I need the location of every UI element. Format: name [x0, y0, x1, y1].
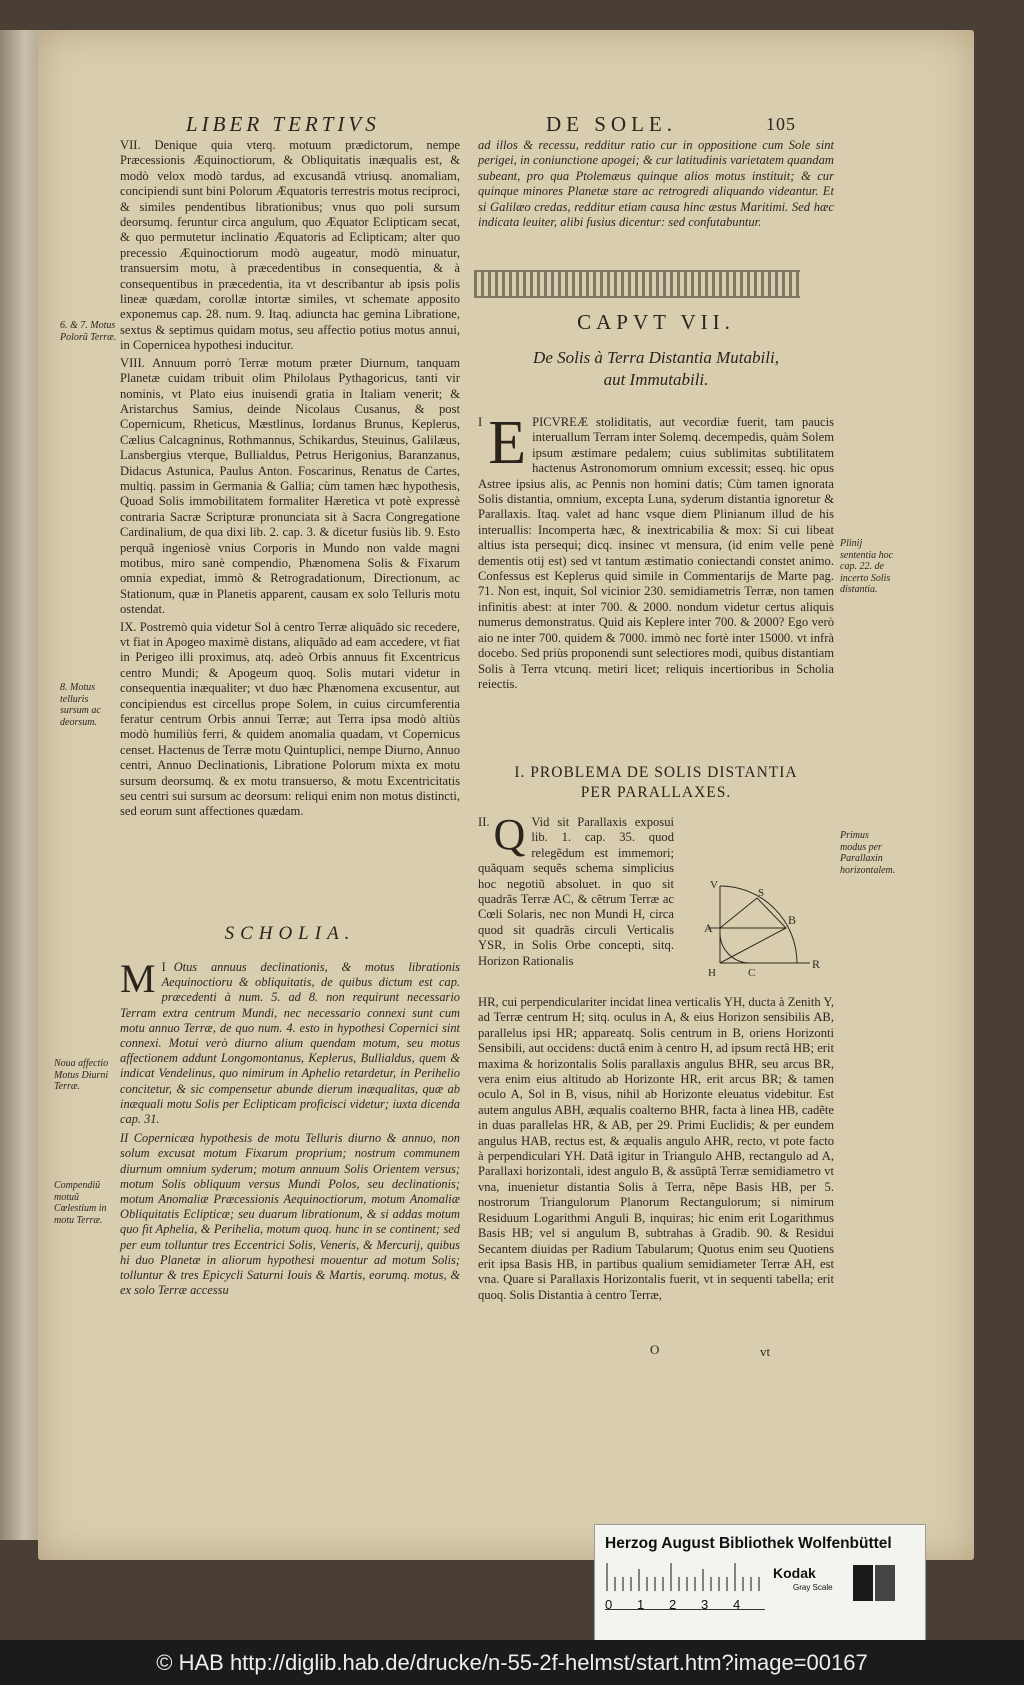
left-column-top	[120, 138, 460, 820]
right-column-chapter-text	[478, 409, 834, 692]
problem-title-1: I. PROBLEMA DE SOLIS DISTANTIA	[514, 764, 798, 781]
ruler-number-2: 2	[669, 1597, 677, 1612]
diagram-label-b: B	[788, 913, 797, 927]
right-column-intro: ad illos & recessu, redditur ratio cur in oppositione cum Sole sint perigei, in coniunctione apogei; & cur latitudinis varietatem quandam subeant, pro qua Ptolemæus quinque alios motus instituit; & cur quinque minores Planetæ stare ac retrogredi aliquando videantur. Et si Galilæo credas, redditur etiam causa hinc æstus Maritimi. Sed hæc indicata leuiter, alibi fusius dicentur: sed confutabuntur.	[478, 138, 834, 230]
page-number: 105	[766, 114, 796, 134]
diagram-label-r: R	[812, 957, 821, 971]
margin-note-right-2: Primus modus per Parallaxin horizontalem.	[840, 830, 896, 876]
left-column-scholia	[120, 956, 460, 1298]
problem-title-2: PER PARALLAXES.	[580, 784, 732, 801]
ornament-band	[474, 270, 800, 298]
ruler-number-1: 1	[637, 1597, 645, 1612]
scholia-1	[120, 956, 460, 1127]
diagram-label-h: H	[708, 967, 716, 978]
problem-text-narrow	[478, 810, 674, 969]
chapter-subtitle-2: aut Immutabili.	[603, 370, 709, 389]
parallax-diagram	[700, 878, 830, 978]
diagram-label-s: S	[758, 887, 765, 899]
margin-note-left-1: 6. & 7. Motus Polorũ Terræ.	[60, 320, 117, 343]
diagram-triangle-lines	[720, 898, 786, 963]
diagram-label-a: A	[704, 921, 713, 935]
ruler-number-0: 0	[605, 1597, 613, 1612]
gray-scale-label: Gray Scale	[793, 1583, 833, 1592]
paragraph-9: IX. Postremò quia videtur Sol à centro Terræ aliquãdo sic recedere, vt fiat in Apogeo maximè distans, aliquãdo ad eam accedere, vt fiat in Perigeo illi proximus, atq. adeò Orbis annuus fit Excentricus centro Mundi; & Apogeum quoq. Solis mutari videtur in consequentia inæqualiter; vt duo hæc Phænomena excusentur, aut concipiendus est circellus prope Solem, in cuius circumferentia feratur centrum Orbis annui Terræ; aut Terra ipsa modò altiùs modò humiliùs ferri, & quidem anomalia quadam, vt Copernicus censet. Hactenus de Terræ motu Quintuplici, nempe Diurno, Annuo centri, Annuo Declinationis, Libratione Polorum mixta ex motu sursum deorsumq. & ex motu transuerso, & motu Excentricitatis seu centri sui sursum ac deorsum: reliqui enim non motus distincti, sed eorum sunt affectiones quædam.	[120, 619, 460, 819]
problem-paragraph-2a	[478, 810, 674, 969]
scale-ruler	[605, 1563, 765, 1610]
book-binding-edge	[0, 30, 40, 1540]
diagram-earth-arc	[720, 933, 750, 963]
running-header-left: LIBER TERTIVS	[186, 112, 380, 136]
library-name: Herzog August Bibliothek Wolfenbüttel	[605, 1535, 892, 1552]
ruler-ticks	[605, 1563, 765, 1593]
scholia-1-initial: M	[120, 956, 156, 1001]
margin-note-left-2: 8. Motus telluris sursum ac deorsum.	[60, 682, 101, 728]
margin-note-right-1: Plinij sententia hoc cap. 22. de incerto Solis distantia.	[840, 538, 894, 595]
ruler-number-3: 3	[701, 1597, 709, 1612]
chapter-title: CAPVT VII.	[577, 310, 735, 334]
library-label-card	[594, 1524, 926, 1646]
footer-credit: © HAB http://diglib.hab.de/drucke/n-55-2f-helmst/start.htm?image=00167	[0, 1640, 1024, 1685]
margin-note-left-4: Compendiũ motuũ Cœlestium in motu Terræ.	[54, 1180, 107, 1226]
problem-initial-letter: Q	[493, 810, 526, 859]
scholia-title: SCHOLIA.	[224, 923, 356, 944]
scholia-1-text: Otus annuus declinationis, & motus librationis Aequinoctioru & obliquitatis, de quibus dictum est cap. præcedenti à num. 5. ad 8. non requirunt necessario Terram extra centrum Mundi, nec necessario connexi sunt cum motu annuo Terræ, de quo num. 4. esto in hypothesi Copernici sint connexi. Motui verò diurno alium quendam motum, seu motus affectionem addunt Longomontanus, Keplerus, Bullialdus, quem & indicat Vendelinus, quo nimirum in Aphelio retardetur, in Perihelio concitetur, & sic compensetur abunde dierum inæqualitas, quæ ab inæquali motu Solis per Eclipticam proficisci videtur; iuxta dicenda cap. 31.	[120, 960, 460, 1127]
drop-cap-letter: E	[488, 409, 527, 477]
chapter-paragraph-1-text: PICVREÆ stoliditatis, aut vecordiæ fuerit, tam paucis interuallum Terram inter Solemq. decempedis, quàm Solem ipsum æstimare pedalem; cuius sublimitas subtilitatem hactenus Astronomorum omnium excessit; esseq. hic opus Astree ipsius alis, ac Pennis non homini datis; Cùm tamen ignorata Solis distantia, omnium, excepta Luna, syderum distantia ignoretur & Parallaxis. Itaq. valet ad hanc vsque diem Plinianum illud de his interuallis: Incomperta hæc, & inextricabilia & mox: Si cui libeat altius ista persequi; dicq. insinec vt mensura, (id enim velle penè dementis otij est) sed vt tantum æstimatio coniectandi constet animo. Confessus est Keplerus quid simile in Commentarijs de Marte pag. 71. Non est, inquit, Sol vicinior 230. semidiametris Terræ, non tamen infinitis abest: at inter 700. & 2000. nondum videtur certus aliquis numerus demonstratus. Quid ais Keplere inter 700. & 2000? Ego verò aio ne inter 700. quidem & 7000. immò nec fortè inter 15000. vt infrà docebo. Sed priùs proponendi sunt selectiores modi, quibus distantiam Solis à Terra vtcunq. metiri licet; reliquis incertioribus in Scholia reiectis.	[478, 415, 834, 691]
diagram-label-v: V	[710, 879, 718, 891]
catchword: vt	[760, 1344, 771, 1359]
diagram-label-c: C	[748, 967, 756, 978]
chapter-paragraph-number: I	[478, 415, 483, 429]
gray-swatch-dark	[853, 1565, 873, 1601]
margin-note-left-3: Noua affectio Motus Diurni Terræ.	[54, 1058, 109, 1092]
chapter-subtitle-1: De Solis à Terra Distantia Mutabili,	[533, 348, 779, 367]
problem-paragraph-number: II.	[478, 815, 490, 829]
problem-paragraph-2a-text: Vid sit Parallaxis exposui lib. 1. cap. 35. quod relegẽdum est immemori; quãquam sequẽs schema simplicius hoc negotiũ absoluet. in quo sit quadrãs Terræ AC, & cẽtrum Terræ ac Cœli Solaris, nec non Mundi H, circa quod sit quadrãs circuli Verticalis YSR, in Solis Orbe concepti, sitq. Horizon Rationalis	[478, 815, 674, 968]
paragraph-7: VII. Denique quia vterq. motuum prædictorum, nempe Præcessionis Æquinoctiorum, & Obliquitatis inæqualis est, & modò velox modò tardus, ad excusandã vtriusq. anomaliam, concipiendi sunt bini Polorum Æquatoris terrestris motus reciproci, & similes pendentibus librationibus; vnus quo poli sursum deorsumq. feruntur circa angulum, quo Æquator Eclipticam secat, & quo permutetur inclinatio Æquatoris ad Eclipticam; alter quo precessio Æquinoctiorum modò augeatur, modò minuatur, transuersim motu, à præcedentibus in consequentia, & à consequentibus in præcedentia, ita vt describantur ab ipsis polis lineæ quædam, corollæ intortæ similes, vt schemate apposito exponemus cap. 28. num. 9. Itaq. adiuncta hac gemina Libratione, sextus & septimus quidam motus, seu affectio potius motus annui, in Copernicea hypothesi inducitur.	[120, 138, 460, 353]
scholia-2: II Copernicæa hypothesis de motu Telluris diurno & annuo, non solum excusat motum Fixarum proprium; nostrum communem diurnum omnium syderum; motum annuum Solis Orientem versus; motum Solis obliquum versus Mundi Polos, seu declinationis; motum Anomaliæ Præcessionis Aequinoctiorum, motum Anomaliæ Obliquitatis Eclipticæ; seu duarum librationum, & si addas motum quo fit Aphelia, & Perihelia, motum quoq. hunc in se continent; sed per eum tolluntur tres Eccentrici Solis, Veneris, & Mercurij, quibus hi duo Planetæ in aliorum hypothesi mouentur ad motum Solis; tolluntur & tres Epicycli Saturni Iouis & Martis, eorumq. motus, & ex solo Terræ accessu	[120, 1131, 460, 1298]
running-header-right: DE SOLE.	[546, 112, 677, 136]
paragraph-8: VIII. Annuum porrò Terræ motum præter Diurnum, tanquam Planetæ cuidam tribuit olim Philolaus Pythagoricus, tanti vir nominis, vt Plato eius inuisendi gratia in Italiam venerit; & Aristarchus Samius, deinde Nicolaus Cusanus, & post Copernicum, Rheticus, Mæstlinus, Iordanus Brunus, Keplerus, Cælius Calcagninus, Rothmannus, Schikardus, Steuinus, Galilæus, Lansbergius vterque, Bullialdus, Petrus Herigonius, Baranzanus, Didacus Astunica, Paulus Anton. Foscarinus, Renatus de Cartes, multiq. passim in Germania & Gallia; cùm tamen hæc hypothesis, Quoad Solis immobilitatem formaliter Hæretica vt potè expressè contraria Sacræ Scripturæ pronunciata sit à Sacra Congregatione Cardinalium, de qua dixi lib. 2. cap. 3. & dicetur fusiùs lib. 9. Esto perquã ingeniosè vnius Corporis in Mundo non valde magni motibus, miro sanè compendio, Phænomena Solis & Fixarum omnia expediat, immò & Retrogradationum, Directionum, ac Stationum, quæ in Planetis apparent, causam ex solo Telluris motu ostendat.	[120, 355, 460, 617]
gray-swatch-mid	[875, 1565, 895, 1601]
problem-text-wide: HR, cui perpendiculariter incidat linea verticalis YH, ducta à Zenith Y, ad Terræ centrum H; sitq. oculus in A, & eius Horizon sensibilis AB, parallelus ipsi HR; appareatq. Solis centrum in B, oriens Horizonti Sensibili, aut occidens: ductâ enim à centro H, ad ipsum rectâ HB; erit maxima & horizontalis Solis parallaxis angulus BHR, seu arcus BR, vera enim eius altitudo ab Horizonte HR, erit arcus BR; & tamen oculo A, Sol in B, visus, nihil ab Horizonte eleuatus videbitur. Est autem angulus ABH, æqualis coalterno BHR, facta à linea HB, cadẽte in duas parallelas HR, & AB, per 29. Primi Euclidis; & per eundem angulus HAB, rectus est, & æqualis angulo AHR, recto, vt pote facto à perpendiculari YH. Datâ igitur in Triangulo AHB, rectangulo ad A, Parallaxi horizontali, idest angulo B, & assũptâ Terræ semidiametro vt vna, inuenietur distantia Solis à Terra, nẽpe Basis HB, per 5. nostrorum Triangulorum Planorum Rectangulorum; si nimirum Residuum Logarithmi Anguli B, inquiras; hic enim erit Logarithmus Basis HB; vel si angulum B, subtrahas à Gradib. 90. & Residui Secantem diuidas per Radium Tabularum; Quotus enim seu Quotiens erit ipsa Basis HB, in partibus qualium semidiameter Terræ AH, est vna. Quare si Parallaxis Horizontalis fuerit, vt in sequenti tabella; erit quoq. Solis Distantia à centro Terræ,	[478, 995, 834, 1302]
scholia-1-number: I	[161, 960, 166, 974]
signature-mark: O	[650, 1342, 660, 1357]
book-page	[38, 30, 974, 1560]
chapter-paragraph-1	[478, 409, 834, 692]
kodak-logo: Kodak	[773, 1565, 816, 1581]
ruler-number-4: 4	[733, 1597, 741, 1612]
